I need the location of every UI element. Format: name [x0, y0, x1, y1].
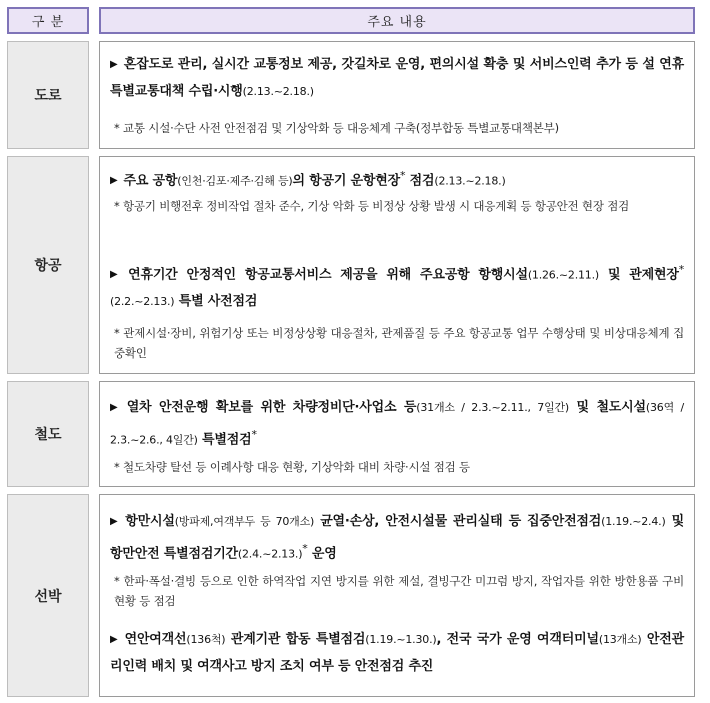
rail-bullet-1-detail-1: (31개소 / 2.3.~2.11., 7일간): [416, 401, 570, 414]
ship-bullet-2-text-e: , 전국 국가 운영 여객터미널: [436, 632, 599, 647]
air-bullet-2: [110, 257, 684, 315]
ship-bullet-1-date-1: (1.19.~2.4.): [601, 515, 666, 528]
category-ship: 선박: [7, 494, 89, 697]
ship-bullet-1-text-h: 운영: [307, 546, 337, 562]
air-content-box: [99, 156, 695, 374]
rail-bullet-1-footnote-mark: *: [251, 428, 257, 441]
ship-content-box: [99, 494, 695, 697]
ship-bullet-2-text-c: 관계기관 합동 특별점검: [225, 632, 366, 647]
road-bullet-1-date: (2.13.~2.18.): [242, 85, 314, 98]
ship-bullet-1-text-c: 균열·손상, 안전시설물 관리실태 등 집중안전점검: [314, 514, 602, 529]
ship-bullet-2-detail-2: (13개소): [598, 633, 642, 646]
ship-bullet-2-date: (1.19.~1.30.): [365, 633, 437, 646]
category-air: 항공: [7, 156, 89, 374]
category-rail: 철도: [7, 381, 89, 487]
rail-bullet-1-detail-2: (36역 / 2.3.~2.6., 4일간): [110, 401, 685, 447]
ship-bullet-1-date-2: (2.4.~2.13.): [237, 547, 303, 561]
air-bullet-2-text-c: 및 관제현장: [599, 267, 679, 283]
ship-bullet-1-footnote-mark: *: [302, 542, 308, 555]
air-note-2: * 관제시설·장비, 위험기상 또는 비정상상황 대응절차, 관제품질 등 주요 항공교통 업무 수행상태 및 비상대응체계 집중확인: [114, 326, 684, 360]
air-bullet-1-text-a: 주요 공항: [123, 173, 178, 189]
triangle-right-icon: ▶: [110, 59, 118, 70]
air-bullet-2-footnote-mark: *: [678, 263, 684, 276]
rail-bullet-1: [110, 395, 684, 453]
air-bullet-2-text-f: 특별 사전점검: [174, 294, 258, 310]
air-bullet-2-date-1: (1.26.~2.11.): [527, 268, 599, 282]
ship-bullet-1-text-a: 항만시설: [125, 514, 175, 529]
rail-content-box: [99, 381, 695, 487]
ship-bullet-2-text-a: 연안여객선: [124, 632, 187, 647]
triangle-right-icon: ▶: [110, 269, 123, 281]
air-bullet-2-date-2: (2.2.~2.13.): [110, 295, 175, 309]
rail-note-1: * 철도차량 탈선 등 이례사항 대응 현황, 기상악화 대비 차량·시설 점검 등: [114, 460, 470, 474]
triangle-right-icon: ▶: [110, 175, 118, 187]
content-header: 주요 내용: [99, 7, 695, 34]
road-bullet-1: [110, 52, 684, 105]
triangle-right-icon: ▶: [110, 402, 121, 413]
air-bullet-1-text-e: 점검: [405, 173, 435, 189]
triangle-right-icon: ▶: [110, 516, 120, 527]
ship-bullet-1: [110, 509, 684, 567]
rail-bullet-1-text-e: 특별점검: [197, 432, 252, 448]
air-bullet-1-footnote-mark: *: [400, 169, 406, 182]
road-note-1: * 교통 시설·수단 사전 안전점검 및 기상악화 등 대응체계 구축(정부합동 특별교통대책본부): [114, 121, 559, 135]
ship-bullet-2: [110, 627, 684, 680]
ship-bullet-2-text-g: 안전관리인력 배치 및 여객사고 방지 조치 여부 등 안전점검 추진: [110, 632, 685, 674]
ship-note-1: * 한파·폭설·결빙 등으로 인한 하역작업 지연 방지를 위한 제설, 결빙구간 미끄럼 방지, 작업자를 위한 방한용품 구비현황 등 점검: [114, 574, 684, 608]
ship-bullet-2-detail-1: (136척): [186, 633, 226, 646]
road-bullet-1-text: 혼잡도로 관리, 실시간 교통정보 제공, 갓길차로 운영, 편의시설 확충 및 서비스인력 추가 등 설 연휴 특별교통대책 수립·시행: [110, 57, 684, 99]
category-road: 도로: [7, 41, 89, 149]
air-note-1: * 항공기 비행전후 정비작업 절차 준수, 기상 악화 등 비정상 상황 발생 시 대응계획 등 항공안전 현장 점검: [114, 199, 630, 213]
air-bullet-1-text-c: 의 항공기 운항현장: [292, 173, 400, 189]
ship-bullet-1-text-e: 및 항만안전 특별점검기간: [110, 514, 684, 562]
triangle-right-icon: ▶: [110, 634, 119, 645]
air-bullet-2-text-a: 연휴기간 안정적인 항공교통서비스 제공을 위해 주요공항 항행시설: [128, 267, 528, 283]
air-bullet-1: [110, 163, 684, 195]
road-content-box: [99, 41, 695, 149]
air-bullet-1-text-b: (인천·김포·제주·김해 등): [177, 174, 293, 188]
category-header: 구 분: [7, 7, 89, 34]
rail-bullet-1-text-c: 및 철도시설: [569, 400, 646, 415]
rail-bullet-1-text-a: 열차 안전운행 확보를 위한 차량정비단·사업소 등: [126, 400, 417, 415]
ship-bullet-1-detail: (방파제,여객부두 등 70개소): [174, 515, 315, 528]
air-bullet-1-date: (2.13.~2.18.): [434, 174, 506, 188]
